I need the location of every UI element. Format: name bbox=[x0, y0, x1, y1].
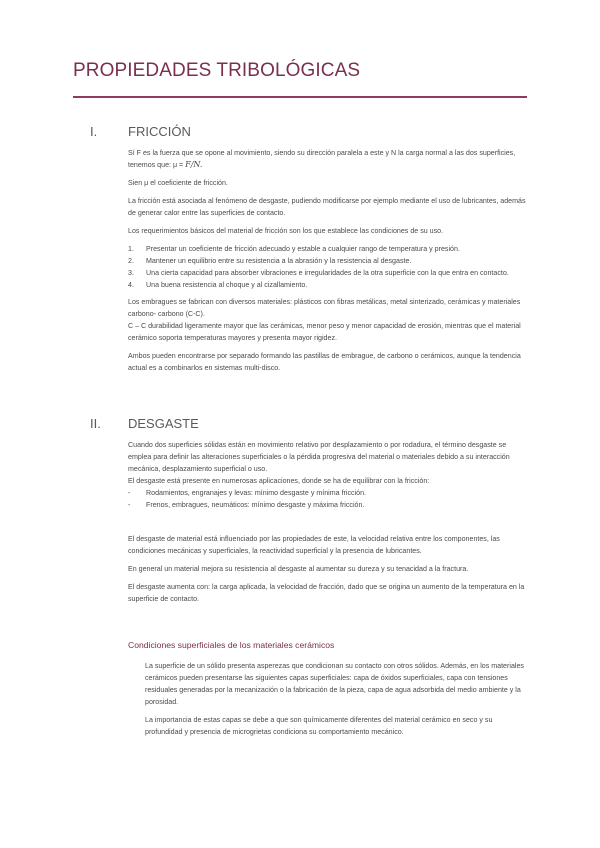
title-underline bbox=[73, 96, 527, 98]
paragraph: Cuando dos superficies sólidas están en movimiento relativo por desplazamiento o por rodadura, el término desgaste se emplea para definir las alteraciones superficiales o la pérdida progresiva del material o materiales debido a su interacción mecánica, desplazamiento superficial o uso. bbox=[128, 441, 510, 473]
paragraph: Ambos pueden encontrarse por separado formando las pastillas de embrague, de carbono o cerámicos, aunque la tendencia actual es a combinarlos en sistemas multi-disco. bbox=[128, 352, 521, 372]
list-item-text: Una buena resistencia al choque y al cizallamiento. bbox=[146, 281, 308, 289]
subsection-heading: Condiciones superficiales de los materiales cerámicos bbox=[128, 640, 335, 650]
list-item-text: Rodamientos, engranajes y levas: mínimo desgaste y mínima fricción. bbox=[146, 489, 367, 497]
list-item-text: Frenos, embragues, neumáticos: mínimo desgaste y máxima fricción. bbox=[146, 501, 365, 509]
list-item-text: Mantener un equilibrio entre su resistencia a la abrasión y la resistencia al desgaste. bbox=[146, 257, 412, 265]
paragraph: Sien μ el coeficiente de fricción. bbox=[128, 179, 228, 187]
list-item bbox=[128, 499, 530, 511]
document-title: PROPIEDADES TRIBOLÓGICAS bbox=[73, 60, 361, 81]
paragraph: El desgaste aumenta con: la carga aplicada, la velocidad de fracción, dado que se origina un aumento de la temperatura en la superficie de contacto. bbox=[128, 583, 525, 603]
section-number: I. bbox=[90, 124, 98, 139]
paragraph: Los requerimientos básicos del material de fricción son los que establece las condiciones de su uso. bbox=[128, 227, 444, 235]
requirements-list bbox=[128, 243, 530, 291]
paragraph: La importancia de estas capas se debe a que son químicamente diferentes del material cerámico en seco y su profundidad y presencia de microgrietas condiciona su comportamiento mecánico. bbox=[145, 716, 493, 736]
list-item bbox=[128, 487, 530, 499]
desgaste-body bbox=[128, 439, 530, 611]
paragraph: La fricción está asociada al fenómeno de desgaste, pudiendo modificarse por ejemplo mediante el uso de lubricantes, además de generar calor entre las superficies de contacto. bbox=[128, 197, 526, 217]
bullet-dash: - bbox=[128, 501, 131, 509]
list-item-text: Una cierta capacidad para absorber vibraciones e irregularidades de la otra superficie con la que entra en contacto. bbox=[146, 269, 509, 277]
list-number: 4. bbox=[128, 281, 134, 289]
list-item-text: Presentar un coeficiente de fricción adecuado y estable a cualquier rango de temperatura y presión. bbox=[146, 245, 460, 253]
formula: F/N. bbox=[185, 160, 203, 169]
paragraph bbox=[128, 147, 530, 171]
paragraph: C – C durabilidad ligeramente mayor que las cerámicas, menor peso y menor capacidad de erosión, mientras que el material cerámico soporta temperaturas mayores y presenta mayor rigidez. bbox=[128, 322, 521, 342]
list-item bbox=[128, 243, 530, 255]
paragraph: En general un material mejora su resistencia al desgaste al aumentar su dureza y su tenacidad a la fractura. bbox=[128, 565, 469, 573]
bullet-dash: - bbox=[128, 489, 131, 497]
applications-list bbox=[128, 487, 530, 511]
list-number: 2. bbox=[128, 257, 134, 265]
list-item bbox=[128, 279, 530, 291]
paragraph-text: Sí F es la fuerza que se opone al movimiento, siendo su dirección paralela a este y N la carga normal a las dos superficies, tenemos que: μ = bbox=[128, 149, 516, 169]
list-item bbox=[128, 267, 530, 279]
section-number: II. bbox=[90, 416, 101, 431]
list-item bbox=[128, 255, 530, 267]
list-number: 1. bbox=[128, 245, 134, 253]
ceramicos-body bbox=[145, 660, 530, 744]
list-number: 3. bbox=[128, 269, 134, 277]
paragraph: Los embragues se fabrican con diversos materiales: plásticos con fibras metálicas, metal sinterizado, cerámicas y materiales carbono- carbono (C-C). bbox=[128, 298, 521, 318]
paragraph: El desgaste de material está influenciado por las propiedades de este, la velocidad relativa entre los componentes, las condiciones mecánicas y superficiales, la reactividad superficial y la presencia de lubricantes. bbox=[128, 535, 500, 555]
friccion-body bbox=[128, 147, 530, 380]
section-title: FRICCIÓN bbox=[128, 124, 191, 139]
paragraph: La superficie de un sólido presenta asperezas que condicionan su contacto con otros sólidos. Además, en los materiales cerámicos pueden presentarse las siguientes capas superficiales: capa de óxidos superficiales, capa con tensiones residuales generadas por la mecanización o la fabricación de la pieza, capa de agua adsorbida del medio ambiente y la porosidad. bbox=[145, 662, 524, 706]
section-title: DESGASTE bbox=[128, 416, 199, 431]
paragraph: El desgaste está presente en numerosas aplicaciones, donde se ha de equilibrar con la fricción: bbox=[128, 477, 430, 485]
